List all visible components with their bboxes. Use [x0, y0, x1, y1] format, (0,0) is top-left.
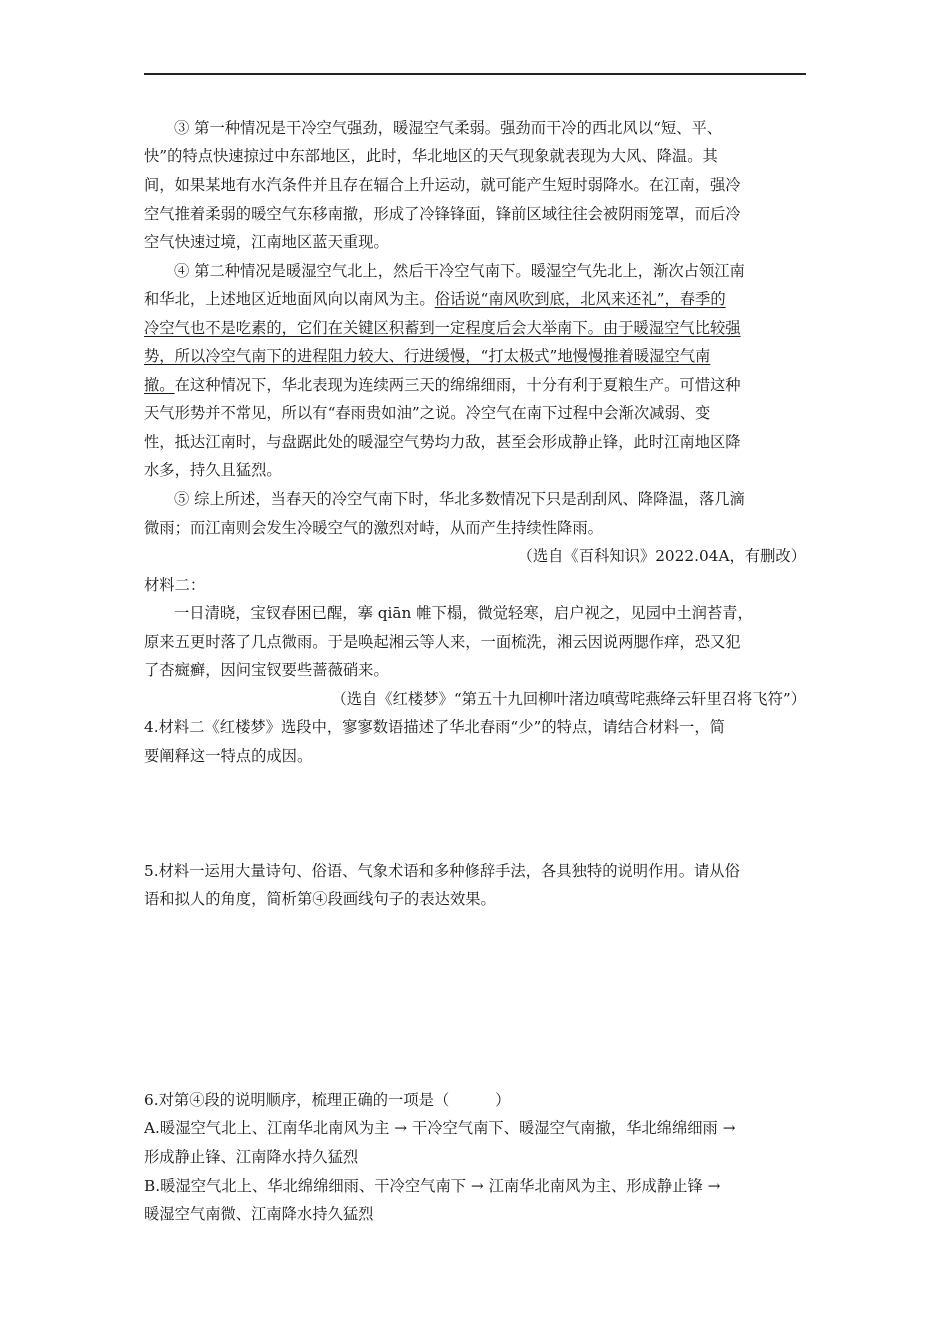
- source-citation-1: （选自《百科知识》2022.04A，有删改）: [517, 547, 806, 565]
- material2-line-1: 一日清晓，宝钗春困已醒，搴 qiān 帷下榻，微觉轻寒，启户视之，见园中土润苔青，: [174, 604, 753, 622]
- p3-line-4: 空气推着柔弱的暖空气东移南撤，形成了冷锋锋面，锋前区域往往会被阴雨笼罩，而后冷: [144, 205, 741, 223]
- question-4-line-1: 4.材料二《红楼梦》选段中，寥寥数语描述了华北春雨“少”的特点，请结合材料一，简: [144, 718, 725, 736]
- option-a-line-1[interactable]: A.暖湿空气北上、江南华北南风为主 → 干冷空气南下、暖湿空气南撤，华北绵绵细雨 →: [144, 1119, 736, 1137]
- question-4-line-2: 要阐释这一特点的成因。: [144, 747, 313, 765]
- option-b-line-1[interactable]: B.暖湿空气北上、华北绵绵细雨、干冷空气南下 → 江南华北南风为主、形成静止锋 →: [144, 1177, 721, 1195]
- option-a-line-2[interactable]: 形成静止锋、江南降水持久猛烈: [144, 1148, 359, 1166]
- option-b-line-2[interactable]: 暖湿空气南微、江南降水持久猛烈: [144, 1205, 374, 1223]
- header-rule: [144, 73, 806, 75]
- source-citation-2: （选自《红楼梦》“第五十九回柳叶渚边嗔莺咤燕绛云轩里召将飞符”）: [331, 690, 806, 708]
- p5-line-1: ⑤ 综上所述，当春天的冷空气南下时，华北多数情况下只是刮刮风、降降温，落几滴: [174, 490, 745, 508]
- p4-line-3-underlined: 冷空气也不是吃素的，它们在关键区积蓄到一定程度后会大举南下。由于暖湿空气比较强: [144, 319, 741, 337]
- p3-line-1: ③ 第一种情况是干冷空气强劲，暖湿空气柔弱。强劲而干冷的西北风以“短、平、: [174, 119, 723, 137]
- p4-line-8: 水多，持久且猛烈。: [144, 461, 282, 479]
- p4-line-5-plain: 在这种情况下，华北表现为连续两三天的绵绵细雨，十分有利于夏粮生产。可惜这种: [174, 376, 741, 394]
- p3-line-5: 空气快速过境，江南地区蓝天重现。: [144, 233, 389, 251]
- p4-line-6: 天气形势并不常见，所以有“春雨贵如油”之说。冷空气在南下过程中会渐次减弱、变: [144, 404, 711, 422]
- p4-underlined-sentence-end: 撤。: [144, 376, 175, 394]
- question-5-line-1: 5.材料一运用大量诗句、俗语、气象术语和多种修辞手法，各具独特的说明作用。请从俗: [144, 862, 740, 880]
- p4-line-1: ④ 第二种情况是暖湿空气北上，然后干冷空气南下。暖湿空气先北上，渐次占领江南: [174, 262, 745, 280]
- material2-line-3: 了杏癍癣，因问宝钗要些蔷薇硝来。: [144, 661, 389, 679]
- p4-line-7: 性，抵达江南时，与盘踞此处的暖湿空气势均力敌，甚至会形成静止锋，此时江南地区降: [144, 433, 741, 451]
- p4-line-2-plain: 和华北，上述地区近地面风向以南风为主。: [144, 290, 435, 308]
- p3-line-3: 间，如果某地有水汽条件并且存在辐合上升运动，就可能产生短时弱降水。在江南，强冷: [144, 176, 741, 194]
- p3-line-2: 快”的特点快速掠过中东部地区，此时，华北地区的天气现象就表现为大风、降温。其: [144, 147, 718, 165]
- material2-line-2: 原来五更时落了几点微雨。于是唤起湘云等人来，一面梳洗，湘云因说两腮作痒，恐又犯: [144, 633, 741, 651]
- p5-line-2: 微雨；而江南则会发生冷暖空气的激烈对峙，从而产生持续性降雨。: [144, 519, 603, 537]
- p4-underlined-sentence-start: 俗话说“南风吹到底，北风来还礼”，春季的: [434, 290, 726, 308]
- p4-line-5: [144, 371, 741, 399]
- p4-line-2: [144, 285, 726, 313]
- material2-heading: 材料二：: [144, 576, 206, 594]
- question-6-stem: 6.对第④段的说明顺序，梳理正确的一项是（ ）: [144, 1091, 511, 1109]
- p4-line-4-underlined: 势，所以冷空气南下的进程阻力较大、行进缓慢，“打太极式”地慢慢推着暖湿空气南: [144, 347, 711, 365]
- question-5-line-2: 语和拟人的角度，简析第④段画线句子的表达效果。: [144, 890, 496, 908]
